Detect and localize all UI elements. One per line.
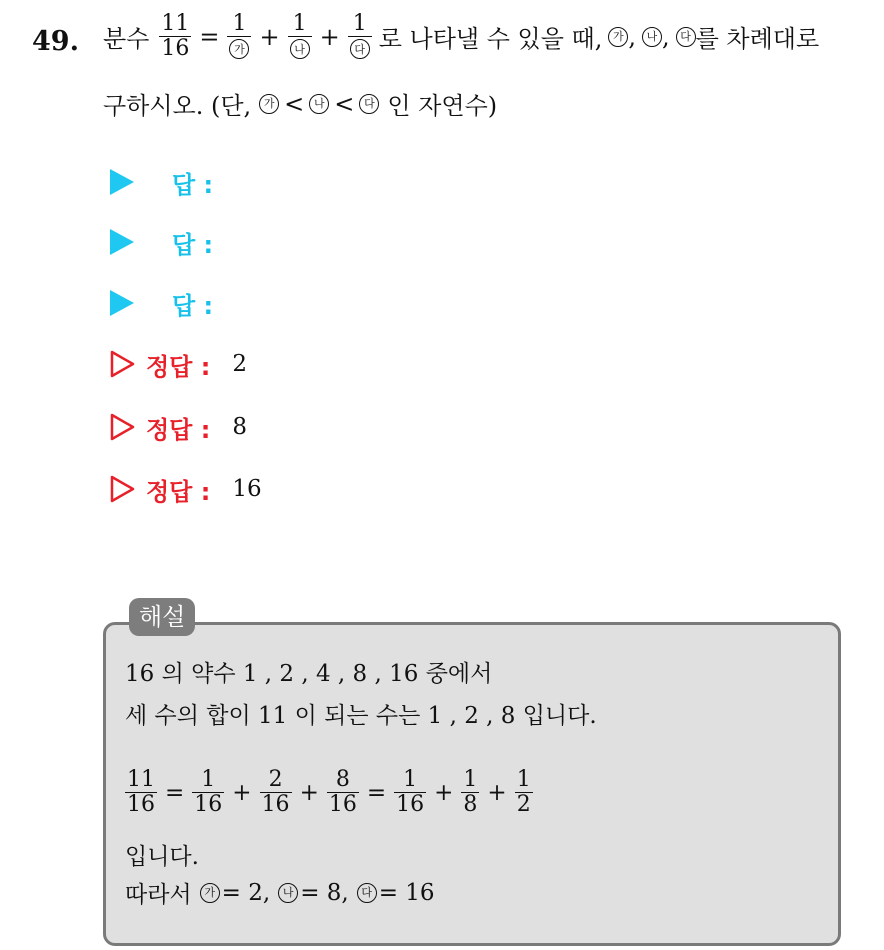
- fraction: $\frac{8}{16}$: [328, 767, 357, 817]
- outline-arrow-icon: [110, 474, 136, 504]
- fraction-11-16: $\frac{11}{16}$: [161, 11, 190, 61]
- circle-na-icon: 나: [290, 39, 310, 59]
- circle-da-icon: 다: [350, 39, 370, 59]
- answer-row-1: [110, 162, 213, 202]
- circle-da-icon: 다: [676, 27, 696, 47]
- question-line-1: 분수 $\frac{11}{16}$ = $\frac{1}{\text{가}}$ + $\frac{1}{\text{나}}$ + $\frac{1}{\text{다}}$ 로 나타낼 수 있을 때, 가 , 나 , 다 를 차례대로: [103, 11, 820, 61]
- question-number: 49.: [32, 26, 79, 57]
- outline-arrow-icon: [110, 412, 136, 442]
- correct-answer-label: 정답 :: [146, 352, 211, 381]
- circle-na-icon: 나: [278, 883, 298, 903]
- circle-ga-icon: 가: [608, 27, 628, 47]
- explanation-line-2: 세 수의 합이 11 이 되는 수는 1 , 2 , 8 입니다.: [125, 703, 597, 729]
- fraction: $\frac{1}{8}$: [463, 767, 478, 817]
- answer-row-2: [110, 222, 213, 262]
- fraction-1-na: $\frac{1}{\text{나}}$: [288, 12, 312, 61]
- question-condition-post: 인 자연수): [387, 92, 498, 120]
- explanation-line-1: 16 의 약수 1 , 2 , 4 , 8 , 16 중에서: [125, 661, 493, 687]
- circle-na-icon: 나: [309, 94, 329, 114]
- explanation-conclusion: 따라서: [125, 882, 192, 908]
- explanation-line-4: 입니다.: [125, 844, 199, 870]
- play-arrow-icon: [110, 169, 134, 195]
- correct-answer-value: 16: [232, 476, 262, 502]
- play-arrow-icon: [110, 229, 134, 255]
- question-text: 분수: [103, 25, 150, 53]
- circle-ga-icon: 가: [200, 883, 220, 903]
- circle-na-icon: 나: [642, 27, 662, 47]
- fraction: $\frac{2}{16}$: [261, 767, 290, 817]
- fraction-1-ga: $\frac{1}{\text{가}}$: [227, 12, 251, 61]
- answer-row-3: [110, 283, 213, 323]
- fraction: $\frac{1}{16}$: [396, 767, 425, 817]
- circle-ga-icon: 가: [229, 39, 249, 59]
- question-text-tail: 를 차례대로: [695, 25, 820, 53]
- question-line-2: 구하시오. (단, 가 < 나 < 다 인 자연수): [103, 86, 497, 121]
- answer-label: 답 :: [172, 170, 214, 199]
- question-text-post: 로 나타낼 수 있을 때,: [378, 25, 603, 53]
- correct-answer-row-1: [110, 344, 247, 384]
- correct-answer-value: 2: [232, 351, 247, 377]
- explanation-equation: $\frac{11}{16}$ = $\frac{1}{16}$ + $\frac{2}{16}$ + $\frac{8}{16}$ = $\frac{1}{16}$ + $\frac{1}{8}$ + $\frac{1}{2}$: [127, 767, 531, 817]
- explanation-line-5: 따라서 가 = 2, 나 = 8, 다 = 16: [125, 876, 435, 909]
- correct-answer-row-2: [110, 407, 247, 447]
- fraction: $\frac{11}{16}$: [127, 767, 155, 817]
- fraction: $\frac{1}{16}$: [194, 767, 223, 817]
- answer-label: 답 :: [172, 230, 214, 259]
- explanation-tag: 해설: [129, 598, 195, 636]
- correct-answer-value: 8: [232, 414, 247, 440]
- question-condition: 구하시오. (단,: [103, 92, 252, 120]
- fraction: $\frac{1}{2}$: [516, 767, 531, 817]
- circle-da-icon: 다: [357, 883, 377, 903]
- correct-answer-label: 정답 :: [146, 477, 211, 506]
- answer-label: 답 :: [172, 291, 214, 320]
- correct-answer-row-3: [110, 469, 262, 509]
- play-arrow-icon: [110, 290, 134, 316]
- circle-da-icon: 다: [359, 94, 379, 114]
- outline-arrow-icon: [110, 349, 136, 379]
- fraction-1-da: $\frac{1}{\text{다}}$: [348, 12, 372, 61]
- circle-ga-icon: 가: [259, 94, 279, 114]
- correct-answer-label: 정답 :: [146, 415, 211, 444]
